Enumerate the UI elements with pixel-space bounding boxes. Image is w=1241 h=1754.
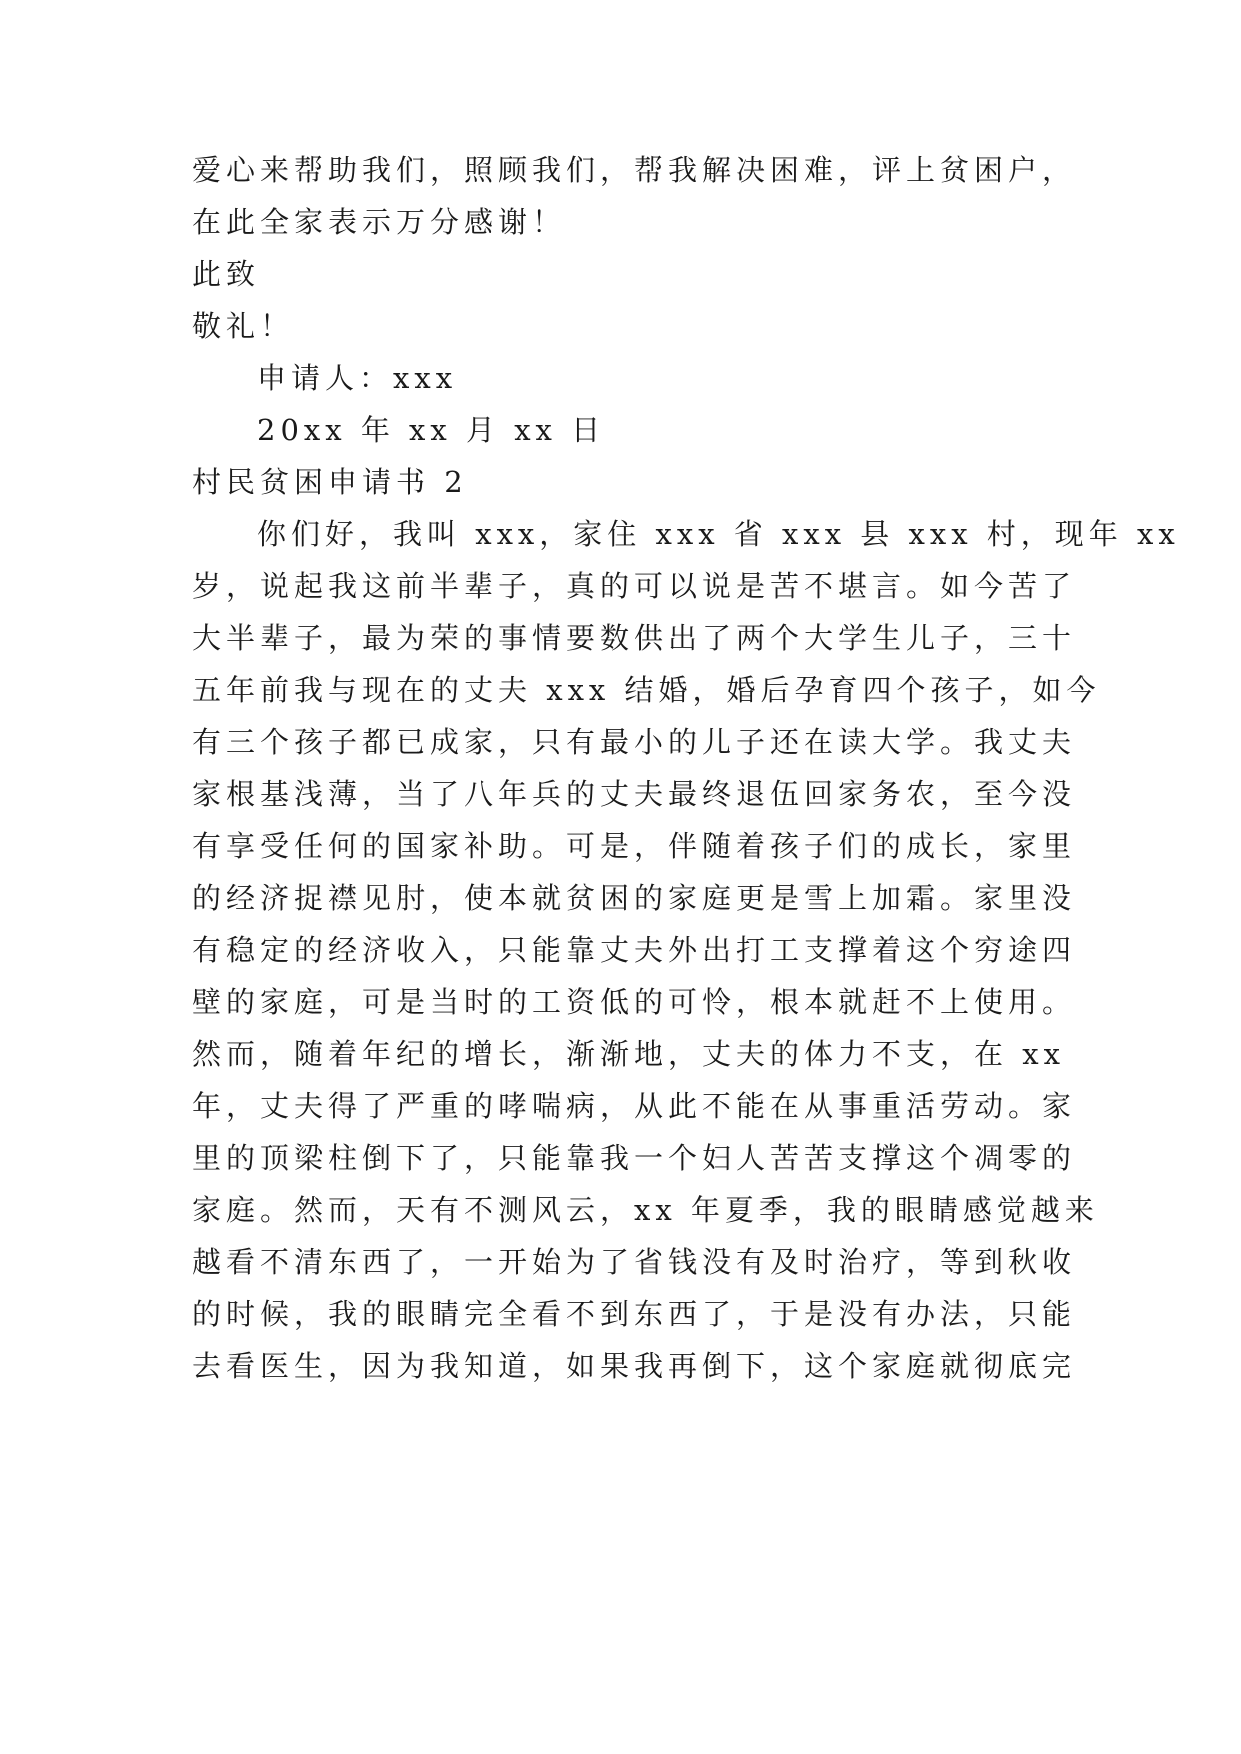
body-line: 有稳定的经济收入，只能靠丈夫外出打工支撑着这个穷途四 xyxy=(192,933,1077,967)
section-title: 村民贫困申请书 2 xyxy=(192,465,468,499)
body-line: 壁的家庭，可是当时的工资低的可怜，根本就赶不上使用。 xyxy=(192,985,1077,1019)
continuation-line-2: 在此全家表示万分感谢！ xyxy=(192,205,567,239)
signature-date: 20xx 年 xx 月 xx 日 xyxy=(257,413,606,447)
continuation-line-1: 爱心来帮助我们，照顾我们，帮我解决困难，评上贫困户， xyxy=(192,153,1077,187)
body-line: 去看医生，因为我知道，如果我再倒下，这个家庭就彻底完 xyxy=(192,1349,1077,1383)
body-line: 家庭。然而，天有不测风云，xx 年夏季，我的眼睛感觉越来 xyxy=(192,1193,1099,1227)
body-line: 年，丈夫得了严重的哮喘病，从此不能在从事重活劳动。家 xyxy=(192,1089,1077,1123)
body-line: 越看不清东西了，一开始为了省钱没有及时治疗，等到秋收 xyxy=(192,1245,1077,1279)
body-line: 然而，随着年纪的增长，渐渐地，丈夫的体力不支，在 xx xyxy=(192,1037,1065,1071)
closing-regards: 敬礼！ xyxy=(192,309,295,343)
applicant-signature: 申请人：xxx xyxy=(257,361,458,395)
body-line: 岁，说起我这前半辈子，真的可以说是苦不堪言。如今苦了 xyxy=(192,569,1077,603)
body-line: 五年前我与现在的丈夫 xxx 结婚，婚后孕育四个孩子，如今 xyxy=(192,673,1101,707)
body-line: 家根基浅薄，当了八年兵的丈夫最终退伍回家务农，至今没 xyxy=(192,777,1077,811)
body-line: 有享受任何的国家补助。可是，伴随着孩子们的成长，家里 xyxy=(192,829,1077,863)
body-line: 的经济捉襟见肘，使本就贫困的家庭更是雪上加霜。家里没 xyxy=(192,881,1077,915)
closing-salutation: 此致 xyxy=(192,257,261,291)
body-line: 有三个孩子都已成家，只有最小的儿子还在读大学。我丈夫 xyxy=(192,725,1077,759)
body-line: 大半辈子，最为荣的事情要数供出了两个大学生儿子，三十 xyxy=(192,621,1077,655)
body-line: 的时候，我的眼睛完全看不到东西了，于是没有办法，只能 xyxy=(192,1297,1077,1331)
body-line: 你们好，我叫 xxx，家住 xxx 省 xxx 县 xxx 村，现年 xx xyxy=(257,517,1180,551)
body-line: 里的顶梁柱倒下了，只能靠我一个妇人苦苦支撑这个凋零的 xyxy=(192,1141,1077,1175)
